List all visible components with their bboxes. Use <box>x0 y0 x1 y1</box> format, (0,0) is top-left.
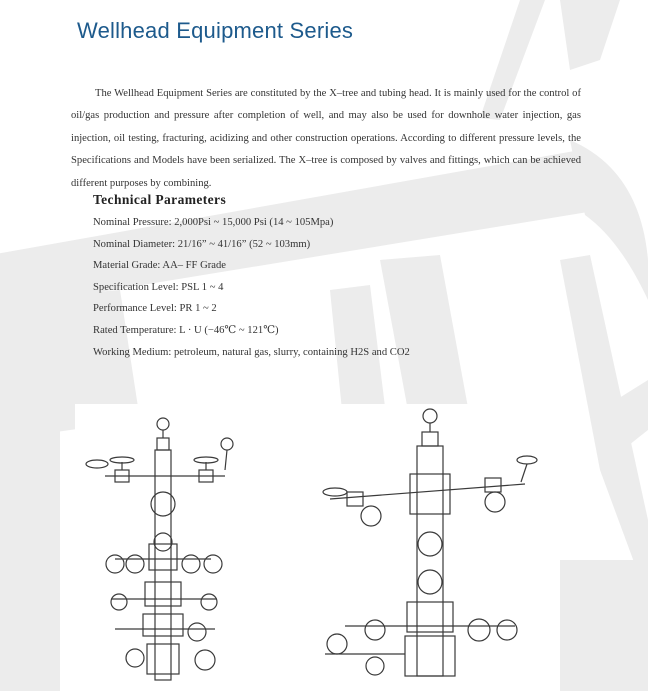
param-nominal-diameter: Nominal Diameter: 21/16” ~ 41/16” (52 ~ 103mm) <box>93 238 311 250</box>
christmas-tree-drawing-right <box>323 409 537 676</box>
technical-parameters-list <box>93 212 410 363</box>
param-performance-level: Performance Level: PR 1 ~ 2 <box>93 303 217 315</box>
intro-paragraph: The Wellhead Equipment Series are constituted by the X–tree and tubing head. It is mainly used for the control of oil/gas production and pressure after completion of well, and may also be used for downhole water injection, gas injection, oil testing, fracturing, acidizing and other construction operations. According to different pressure levels, the Specifications and Models have been serialized. The X–tree is composed by valves and fittings, which can be achieved different purposes by combining. <box>71 87 581 189</box>
christmas-tree-drawing-left <box>86 418 233 680</box>
param-material-grade: Material Grade: AA– FF Grade <box>93 260 226 272</box>
page-title: Wellhead Equipment Series <box>77 18 354 43</box>
param-rated-temperature: Rated Temperature: L · U (−46℃ ~ 121℃) <box>93 324 279 336</box>
param-working-medium: Working Medium: petroleum, natural gas, slurry, containing H2S and CO2 <box>93 346 410 358</box>
param-nominal-pressure: Nominal Pressure: 2,000Psi ~ 15,000 Psi (14 ~ 105Mpa) <box>93 217 334 228</box>
technical-parameters-heading: Technical Parameters <box>93 192 227 207</box>
wellhead-illustration-panel <box>75 404 556 691</box>
param-specification-level: Specification Level: PSL 1 ~ 4 <box>93 281 224 293</box>
